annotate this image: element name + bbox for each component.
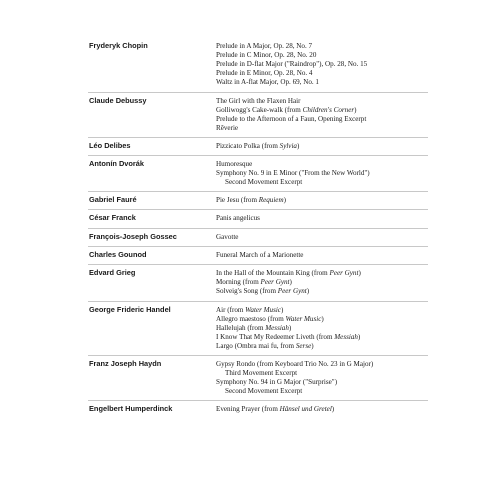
work-source-title: Peer Gynt <box>277 287 307 295</box>
work-title-text: Allegro maestoso (from <box>216 315 286 323</box>
work-title-text: ) <box>280 306 284 314</box>
work-source-title: Water Music <box>285 315 322 323</box>
work-source-title: Children's Corner <box>302 106 355 114</box>
work-source-title: Requiem <box>258 196 284 204</box>
entry-divider <box>88 355 428 356</box>
work-title-text: Solveig's Song (from <box>216 287 278 295</box>
work-title: Prelude in A Major, Op. 28, No. 7 <box>216 42 313 50</box>
composer-name: Fryderyk Chopin <box>89 41 148 50</box>
entry-divider <box>88 209 428 210</box>
work-title-text: ) <box>311 342 314 350</box>
work-title <box>216 342 314 350</box>
composer-name: Gabriel Fauré <box>89 195 137 204</box>
entry-divider <box>88 92 428 93</box>
work-title <box>216 106 356 114</box>
entry-divider <box>88 191 428 192</box>
work-source-title: Sylvia <box>279 142 297 150</box>
work-title: Symphony No. 9 in E Minor ("From the New World") <box>216 169 370 177</box>
entry-divider <box>88 400 428 401</box>
work-title-text: Evening Prayer (from <box>216 405 280 413</box>
work-title: Humoresque <box>216 160 253 168</box>
work-title <box>216 324 291 332</box>
work-source-title: Serse <box>295 342 312 350</box>
composer-name: Antonín Dvorák <box>89 159 145 168</box>
work-title <box>216 269 361 277</box>
work-title: Symphony No. 94 in G Major ("Surprise") <box>216 378 338 386</box>
composer-name: François-Joseph Gossec <box>89 232 177 241</box>
work-title-text: Largo (Ombra mai fu, from <box>216 342 296 350</box>
entry-divider <box>88 246 428 247</box>
work-title <box>216 278 292 286</box>
work-title-text: Air (from <box>216 306 246 314</box>
work-title: The Girl with the Flaxen Hair <box>216 97 301 105</box>
work-title: Third Movement Excerpt <box>225 369 298 377</box>
work-title-text: ) <box>358 269 361 277</box>
work-source-title: Water Music <box>245 306 281 314</box>
composer-name: Engelbert Humperdinck <box>89 404 173 413</box>
work-title: Prelude in D-flat Major ("Raindrop"), Op. 28, No. 15 <box>216 60 368 68</box>
composer-name: Edvard Grieg <box>89 268 136 277</box>
work-title-text: ) <box>321 315 324 323</box>
work-title-text: ) <box>331 405 335 413</box>
work-title-text: ) <box>288 324 292 332</box>
entry-divider <box>88 264 428 265</box>
composer-name: Charles Gounod <box>89 250 147 259</box>
work-title: Prelude to the Afternoon of a Faun, Opening Excerpt <box>216 115 367 123</box>
work-title: Panis angelicus <box>216 214 260 222</box>
work-title: Funeral March of a Marionette <box>216 251 304 259</box>
work-title-text: Hallelujah (from <box>216 324 266 332</box>
composer-name: Franz Joseph Haydn <box>89 359 162 368</box>
work-title <box>216 405 334 413</box>
work-title-text: ) <box>354 106 357 114</box>
work-title: Prelude in E Minor, Op. 28, No. 4 <box>216 69 313 77</box>
work-title-text: ) <box>289 278 292 286</box>
work-title: Second Movement Excerpt <box>225 178 303 186</box>
composer-name: Claude Debussy <box>89 96 147 105</box>
work-title: Gavotte <box>216 233 239 241</box>
work-title: Gypsy Rondo (from Keyboard Trio No. 23 in G Major) <box>216 360 374 368</box>
work-title: Rêverie <box>216 124 239 132</box>
work-title-text: ) <box>306 287 310 295</box>
composer-name: Léo Delibes <box>89 141 131 150</box>
work-source-title: Messiah <box>334 333 358 341</box>
work-title-text: Pizzicato Polka (from <box>216 142 280 150</box>
work-title <box>216 315 324 323</box>
work-title <box>216 142 299 150</box>
composer-name: George Frideric Handel <box>89 305 171 314</box>
work-title: Prelude in C Minor, Op. 28, No. 20 <box>216 51 317 59</box>
work-title-text: Golliwogg's Cake-walk (from <box>216 106 303 114</box>
work-title-text: ) <box>357 333 361 341</box>
work-title-text: ) <box>283 196 286 204</box>
work-title: Waltz in A-flat Major, Op. 69, No. 1 <box>216 78 319 86</box>
entry-divider <box>88 155 428 156</box>
work-title-text: I Know That My Redeemer Liveth (from <box>216 333 335 341</box>
work-title-text: In the Hall of the Mountain King (from <box>216 269 330 277</box>
work-title <box>216 287 309 295</box>
work-title: Second Movement Excerpt <box>225 387 303 395</box>
work-source-title: Hänsel und Gretel <box>279 405 332 413</box>
entry-divider <box>88 137 428 138</box>
work-source-title: Messiah <box>265 324 289 332</box>
work-title <box>216 333 360 341</box>
work-source-title: Peer Gynt <box>260 278 290 286</box>
work-title <box>216 196 286 204</box>
work-title <box>216 306 283 314</box>
work-source-title: Peer Gynt <box>329 269 359 277</box>
work-title-text: Morning (from <box>216 278 261 286</box>
work-title-text: ) <box>296 142 300 150</box>
work-title-text: Pie Jesu (from <box>216 196 259 204</box>
entry-divider <box>88 301 428 302</box>
composer-name: César Franck <box>89 213 136 222</box>
entry-divider <box>88 228 428 229</box>
